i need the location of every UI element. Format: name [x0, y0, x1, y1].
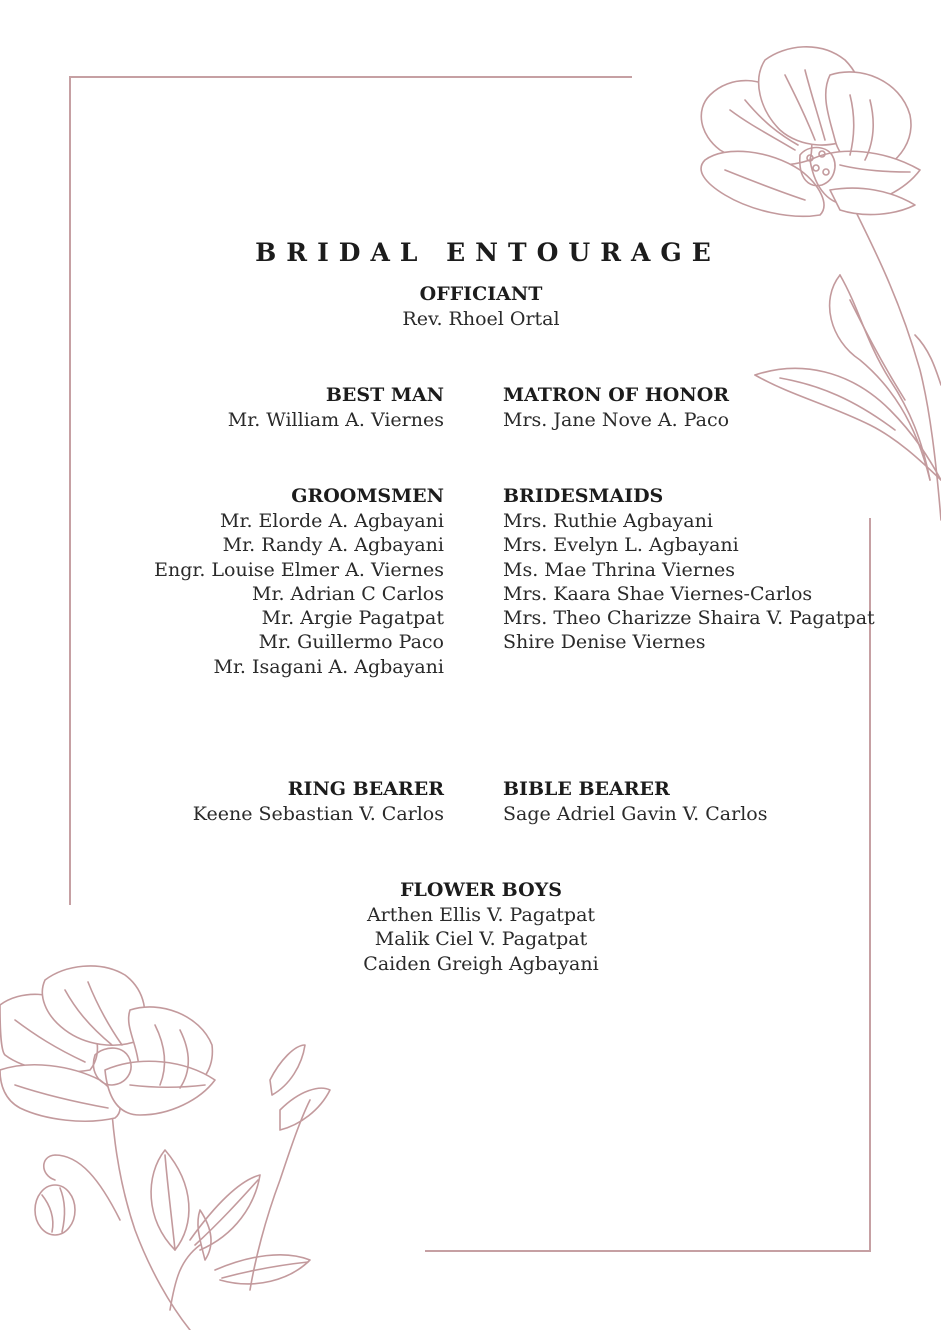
list-item: Caiden Greigh Agbayani: [363, 952, 599, 975]
list-item: Mrs. Kaara Shae Viernes-Carlos: [503, 582, 813, 605]
flower-boys-section: [0, 878, 941, 976]
flower-boys-heading: FLOWER BOYS: [400, 879, 562, 901]
list-item: Mr. Adrian C Carlos: [252, 582, 444, 605]
officiant-name: Rev. Rhoel Ortal: [402, 308, 560, 330]
list-item: Mr. Argie Pagatpat: [261, 607, 444, 630]
bridesmaids-heading: BRIDESMAIDS: [503, 485, 664, 507]
officiant-heading: OFFICIANT: [419, 283, 543, 305]
frame-top-line: [69, 76, 632, 78]
list-item: Arthen Ellis V. Pagatpat: [366, 904, 596, 926]
list-item: Ms. Mae Thrina Viernes: [503, 558, 736, 581]
matron-of-honor-heading: MATRON OF HONOR: [503, 384, 730, 406]
frame-bottom-line: [425, 1250, 871, 1252]
officiant-section: [0, 282, 941, 331]
bridesmaids-section: [503, 484, 875, 655]
best-man-name: Mr. William A. Viernes: [227, 409, 444, 431]
ring-bearer-heading: RING BEARER: [287, 778, 444, 800]
list-item: Mrs. Evelyn L. Agbayani: [503, 534, 739, 557]
matron-of-honor-name: Mrs. Jane Nove A. Paco: [503, 409, 730, 431]
groomsmen-list: [154, 509, 444, 679]
list-item: Mr. Isagani A. Agbayani: [213, 655, 444, 678]
flower-boys-list: [0, 903, 941, 976]
groomsmen-heading: GROOMSMEN: [291, 485, 444, 507]
list-item: Mr. Randy A. Agbayani: [222, 534, 444, 557]
bible-bearer-section: [503, 777, 767, 826]
list-item: Engr. Louise Elmer A. Viernes: [154, 558, 444, 581]
ring-bearer-name: Keene Sebastian V. Carlos: [192, 803, 444, 825]
list-item: Mrs. Ruthie Agbayani: [503, 510, 713, 532]
list-item: Shire Denise Viernes: [503, 631, 706, 654]
list-item: Mrs. Theo Charizze Shaira V. Pagatpat: [503, 607, 875, 630]
flower-bottom-left-icon: [0, 960, 350, 1330]
list-item: Mr. Elorde A. Agbayani: [220, 510, 444, 532]
list-item: Mr. Guillermo Paco: [258, 631, 444, 654]
bible-bearer-name: Sage Adriel Gavin V. Carlos: [503, 803, 768, 825]
groomsmen-section: [154, 484, 444, 679]
bridesmaids-list: [503, 509, 875, 655]
best-man-heading: BEST MAN: [325, 384, 444, 406]
page-title: BRIDAL ENTOURAGE: [255, 238, 721, 267]
best-man-section: [228, 383, 444, 432]
bible-bearer-heading: BIBLE BEARER: [503, 778, 670, 800]
ring-bearer-section: [193, 777, 444, 826]
matron-of-honor-section: [503, 383, 729, 432]
frame-left-line: [69, 76, 71, 905]
list-item: Malik Ciel V. Pagatpat: [374, 928, 588, 951]
